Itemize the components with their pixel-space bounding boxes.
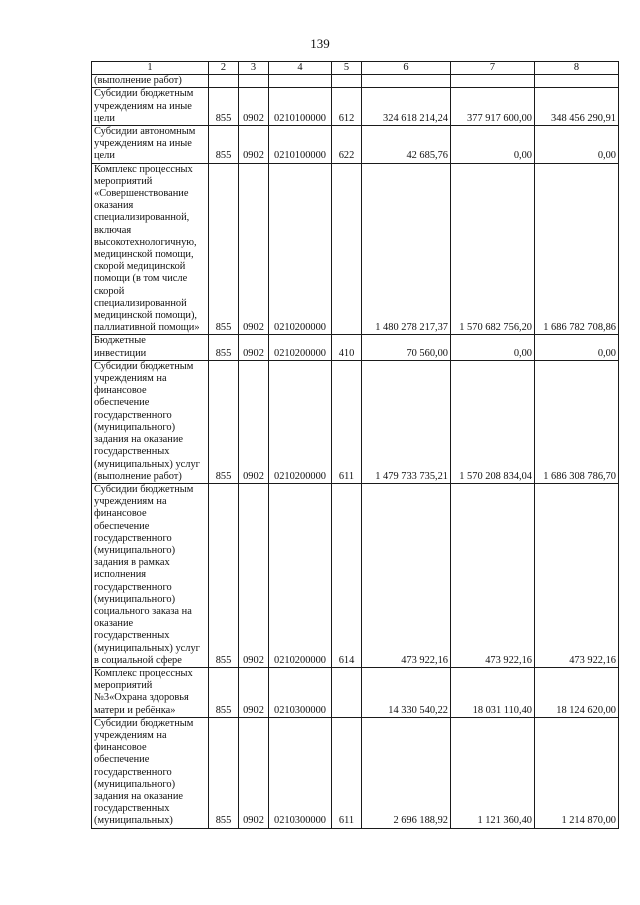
target-code: 0210200000 xyxy=(269,163,332,335)
col-header-2: 2 xyxy=(209,62,239,75)
expense-type-code xyxy=(332,667,362,717)
amount-col-7: 1 570 682 756,20 xyxy=(451,163,535,335)
admin-code: 855 xyxy=(209,88,239,126)
amount-col-7: 1 121 360,40 xyxy=(451,717,535,828)
target-code xyxy=(269,75,332,88)
expense-type-code xyxy=(332,75,362,88)
amount-col-6: 2 696 188,92 xyxy=(362,717,451,828)
row-name: Субсидии бюджетным учреждениям на финансовое обеспечение государственного (муниципального) задания в рамках исполнения государственного (муниципального) социального заказа на оказание государственных (муниципальных) услуг в социальной сфере xyxy=(92,483,209,667)
expense-type-code: 614 xyxy=(332,483,362,667)
amount-col-8: 1 686 782 708,86 xyxy=(535,163,619,335)
expense-type-code: 611 xyxy=(332,717,362,828)
section-code: 0902 xyxy=(239,163,269,335)
col-header-4: 4 xyxy=(269,62,332,75)
admin-code: 855 xyxy=(209,335,239,360)
row-name: Комплекс процессных мероприятий «Совершенствование оказания специализированной, включая высокотехнологичную, медицинской помощи, скорой медицинской помощи (в том числе скорой специализированной медицинской помощи), паллиативной помощи» xyxy=(92,163,209,335)
table-row xyxy=(92,360,619,483)
row-name: Субсидии автономным учреждениям на иные цели xyxy=(92,126,209,164)
amount-col-7: 18 031 110,40 xyxy=(451,667,535,717)
table-row xyxy=(92,717,619,828)
section-code: 0902 xyxy=(239,126,269,164)
budget-table xyxy=(91,61,619,829)
section-code: 0902 xyxy=(239,667,269,717)
amount-col-6: 42 685,76 xyxy=(362,126,451,164)
col-header-1: 1 xyxy=(92,62,209,75)
target-code: 0210200000 xyxy=(269,335,332,360)
col-header-7: 7 xyxy=(451,62,535,75)
target-code: 0210100000 xyxy=(269,126,332,164)
amount-col-6: 70 560,00 xyxy=(362,335,451,360)
amount-col-7: 1 570 208 834,04 xyxy=(451,360,535,483)
amount-col-7: 0,00 xyxy=(451,126,535,164)
amount-col-8: 0,00 xyxy=(535,126,619,164)
admin-code: 855 xyxy=(209,360,239,483)
amount-col-8: 18 124 620,00 xyxy=(535,667,619,717)
target-code: 0210300000 xyxy=(269,717,332,828)
table-row xyxy=(92,88,619,126)
page-number: 139 xyxy=(310,36,330,51)
expense-type-code: 611 xyxy=(332,360,362,483)
expense-type-code: 612 xyxy=(332,88,362,126)
section-code: 0902 xyxy=(239,88,269,126)
row-name: Субсидии бюджетным учреждениям на финансовое обеспечение государственного (муниципального) задания на оказание государственных (муниципальных) услуг (выполнение работ) xyxy=(92,360,209,483)
section-code: 0902 xyxy=(239,483,269,667)
amount-col-6: 1 479 733 735,21 xyxy=(362,360,451,483)
amount-col-7: 0,00 xyxy=(451,335,535,360)
amount-col-8: 1 214 870,00 xyxy=(535,717,619,828)
table-row xyxy=(92,126,619,164)
target-code: 0210300000 xyxy=(269,667,332,717)
expense-type-code xyxy=(332,163,362,335)
row-name: Субсидии бюджетным учреждениям на иные цели xyxy=(92,88,209,126)
col-header-5: 5 xyxy=(332,62,362,75)
target-code: 0210100000 xyxy=(269,88,332,126)
amount-col-8: 473 922,16 xyxy=(535,483,619,667)
admin-code: 855 xyxy=(209,717,239,828)
amount-col-8 xyxy=(535,75,619,88)
row-name: (выполнение работ) xyxy=(92,75,209,88)
table-row xyxy=(92,483,619,667)
amount-col-6: 473 922,16 xyxy=(362,483,451,667)
column-number-row xyxy=(92,62,619,75)
amount-col-8: 1 686 308 786,70 xyxy=(535,360,619,483)
amount-col-7: 473 922,16 xyxy=(451,483,535,667)
row-name: Комплекс процессных мероприятий №3«Охрана здоровья матери и ребёнка» xyxy=(92,667,209,717)
col-header-6: 6 xyxy=(362,62,451,75)
table-row xyxy=(92,75,619,88)
amount-col-7 xyxy=(451,75,535,88)
amount-col-6: 1 480 278 217,37 xyxy=(362,163,451,335)
table-row xyxy=(92,667,619,717)
amount-col-6: 324 618 214,24 xyxy=(362,88,451,126)
admin-code: 855 xyxy=(209,483,239,667)
amount-col-7: 377 917 600,00 xyxy=(451,88,535,126)
amount-col-8: 0,00 xyxy=(535,335,619,360)
section-code xyxy=(239,75,269,88)
expense-type-code: 622 xyxy=(332,126,362,164)
section-code: 0902 xyxy=(239,335,269,360)
admin-code xyxy=(209,75,239,88)
col-header-3: 3 xyxy=(239,62,269,75)
amount-col-8: 348 456 290,91 xyxy=(535,88,619,126)
admin-code: 855 xyxy=(209,126,239,164)
row-name: Бюджетные инвестиции xyxy=(92,335,209,360)
amount-col-6 xyxy=(362,75,451,88)
table-row xyxy=(92,335,619,360)
expense-type-code: 410 xyxy=(332,335,362,360)
section-code: 0902 xyxy=(239,717,269,828)
admin-code: 855 xyxy=(209,667,239,717)
row-name: Субсидии бюджетным учреждениям на финансовое обеспечение государственного (муниципального) задания на оказание государственных (муниципальных) xyxy=(92,717,209,828)
amount-col-6: 14 330 540,22 xyxy=(362,667,451,717)
table-row xyxy=(92,163,619,335)
col-header-8: 8 xyxy=(535,62,619,75)
target-code: 0210200000 xyxy=(269,360,332,483)
target-code: 0210200000 xyxy=(269,483,332,667)
admin-code: 855 xyxy=(209,163,239,335)
section-code: 0902 xyxy=(239,360,269,483)
